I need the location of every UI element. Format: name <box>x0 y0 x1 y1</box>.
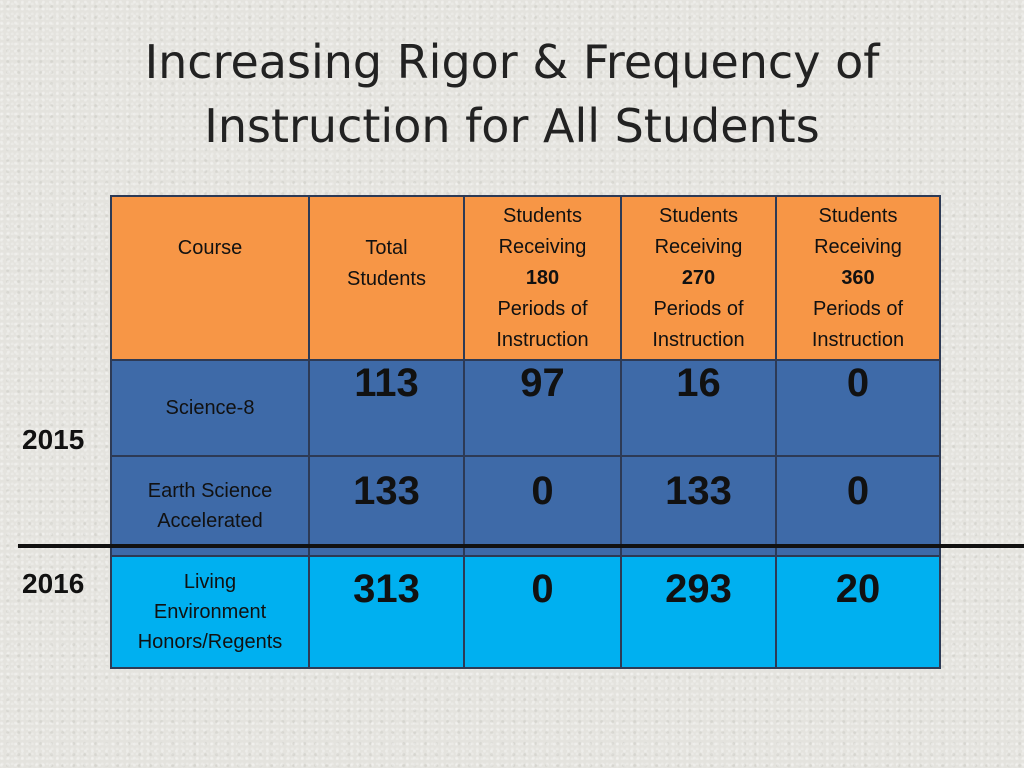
total-students-cell: 313 <box>309 556 464 668</box>
periods-180-cell: 0 <box>464 456 621 556</box>
slide-title <box>0 30 1024 158</box>
title-line-2: Instruction for All Students <box>204 99 820 153</box>
header-total-students: Total Students <box>309 196 464 360</box>
course-cell: Earth Science Accelerated <box>111 456 309 556</box>
header-360-periods: Students Receiving 360 Periods of Instruction <box>776 196 940 360</box>
periods-180-cell: 0 <box>464 556 621 668</box>
periods-270-cell: 16 <box>621 360 776 456</box>
periods-360-cell: 0 <box>776 456 940 556</box>
year-label-2015: 2015 <box>22 424 85 455</box>
instruction-table <box>110 195 941 669</box>
periods-270-cell: 293 <box>621 556 776 668</box>
table-row <box>111 556 940 668</box>
title-line-1: Increasing Rigor & Frequency of <box>144 35 880 89</box>
course-cell: Science-8 <box>111 360 309 456</box>
total-students-cell: 113 <box>309 360 464 456</box>
year-label-2016: 2016 <box>22 568 85 599</box>
table-row <box>111 360 940 456</box>
course-cell: Living Environment Honors/Regents <box>111 556 309 668</box>
periods-360-cell: 0 <box>776 360 940 456</box>
periods-270-cell: 133 <box>621 456 776 556</box>
table-row <box>111 456 940 556</box>
total-students-cell: 133 <box>309 456 464 556</box>
header-270-periods: Students Receiving 270 Periods of Instruction <box>621 196 776 360</box>
header-180-periods: Students Receiving 180 Periods of Instruction <box>464 196 621 360</box>
year-divider-line <box>18 544 1024 548</box>
table-header-row <box>111 196 940 360</box>
periods-180-cell: 97 <box>464 360 621 456</box>
header-course: Course <box>111 196 309 360</box>
periods-360-cell: 20 <box>776 556 940 668</box>
